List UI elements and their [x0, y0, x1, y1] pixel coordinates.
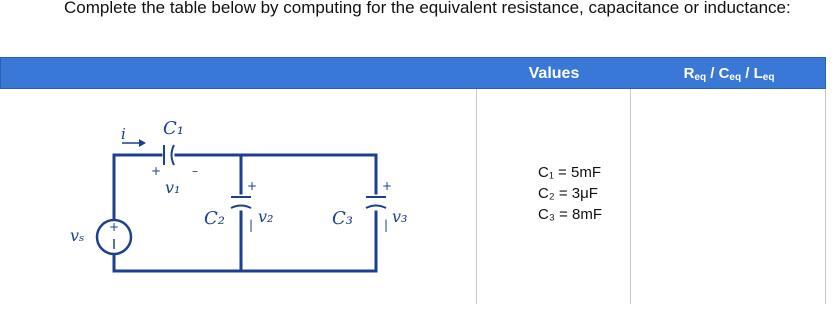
- capacitor-c3: [366, 197, 386, 208]
- values-list: [538, 162, 602, 225]
- c3-minus: |: [384, 218, 389, 232]
- label-c3: C₃: [332, 208, 353, 229]
- capacitor-c2: [231, 197, 251, 208]
- c3-plus: +: [382, 179, 393, 193]
- label-c2: C₂: [204, 208, 225, 229]
- label-v3: v₃: [392, 207, 408, 226]
- header-values: Values: [528, 65, 580, 82]
- result-cell[interactable]: [630, 89, 826, 304]
- value-c1: C₁ = 5mF: [538, 164, 601, 181]
- value-c3: C₃ = 8mF: [538, 206, 603, 223]
- label-current: i: [121, 125, 126, 143]
- values-cell: [476, 89, 630, 304]
- label-vs: vₛ: [70, 226, 85, 245]
- label-c1: C₁: [163, 118, 184, 139]
- capacitance-table: [0, 57, 826, 304]
- c2-minus: |: [249, 218, 254, 232]
- header-result: $R_{eq} / C_{eq} / L_{eq}$: [683, 65, 775, 83]
- value-c2: C₂ = 3μF: [538, 185, 598, 202]
- current-arrowhead: [139, 139, 146, 147]
- c1-minus: –: [192, 164, 198, 178]
- capacitor-c1: [164, 145, 174, 165]
- circuit-diagram: [0, 89, 476, 304]
- source-plus: +: [108, 220, 120, 234]
- c2-plus: +: [247, 179, 258, 193]
- c1-plus: +: [151, 164, 162, 178]
- table-header-row: [0, 57, 826, 89]
- circuit-cell: [0, 89, 476, 304]
- label-v2: v₂: [258, 207, 274, 226]
- label-v1: v₁: [165, 178, 181, 197]
- instruction-text: Complete the table below by computing for the equivalent resistance, capacitance or inductance:: [64, 0, 791, 17]
- wire-top: [176, 155, 376, 193]
